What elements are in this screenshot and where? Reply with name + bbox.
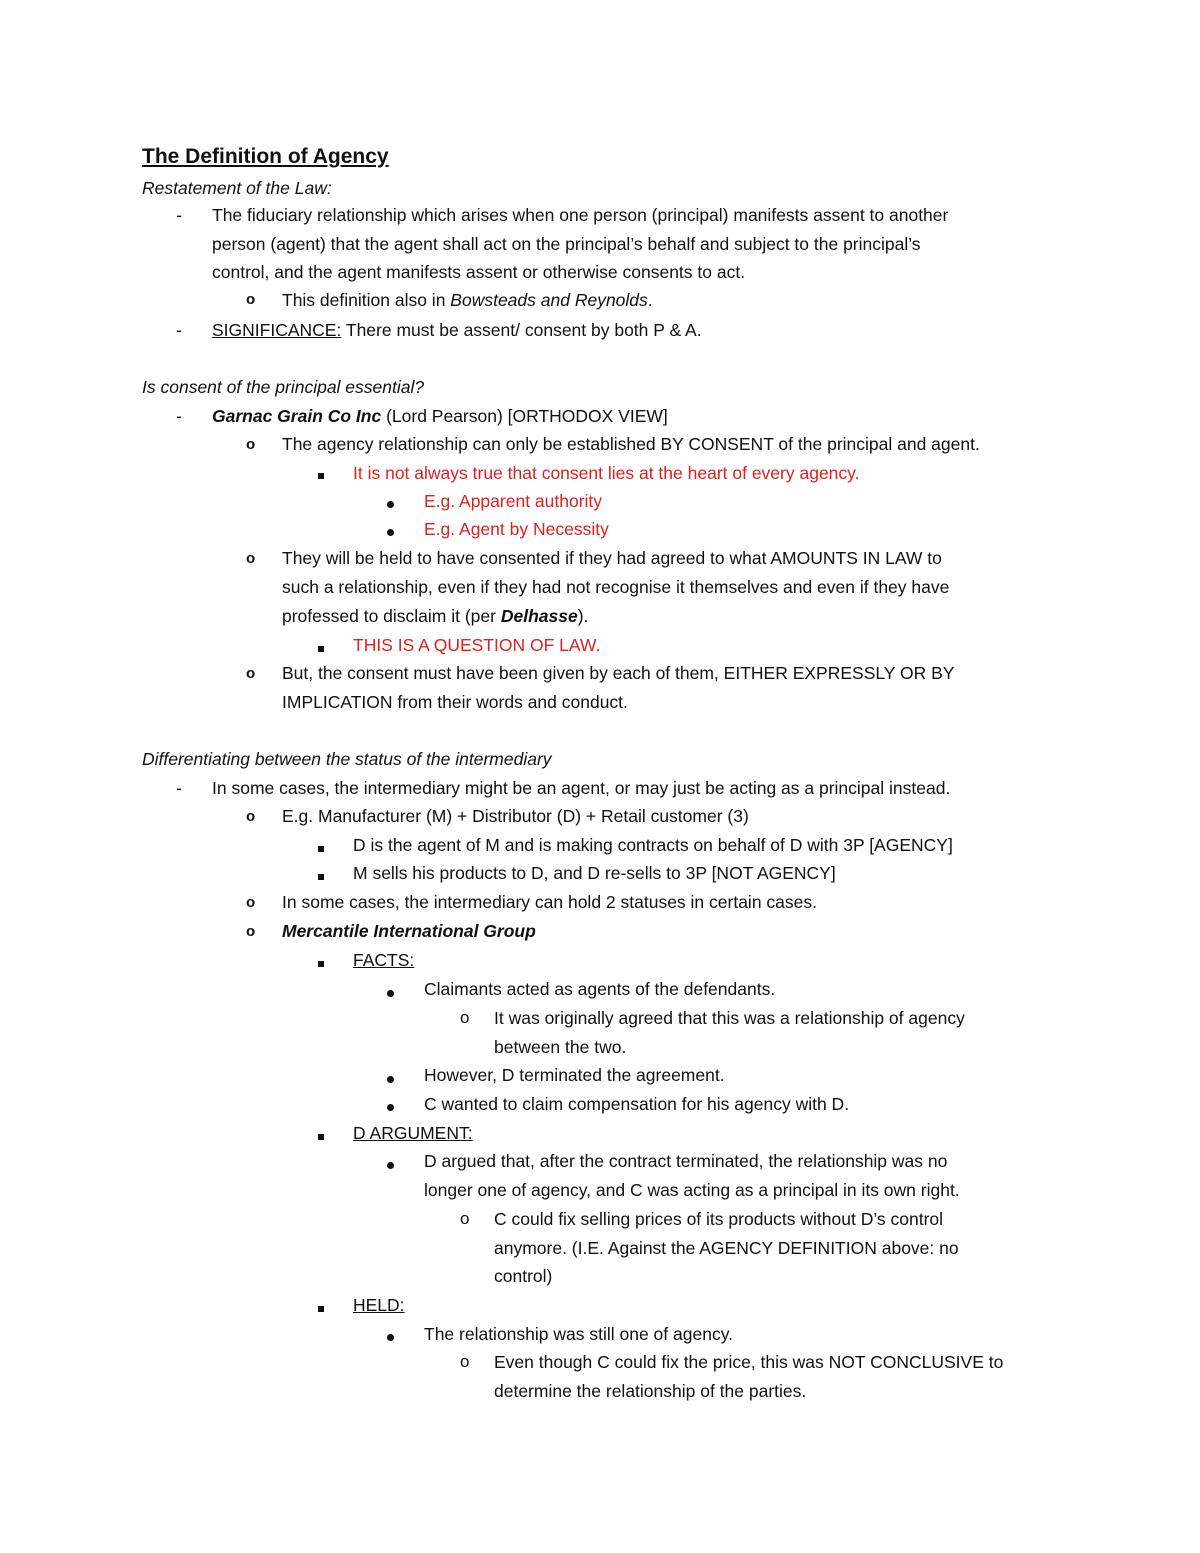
square-bullet — [318, 951, 324, 972]
circle-bullet: o — [246, 923, 256, 940]
fact-1: Claimants acted as agents of the defendants. — [424, 979, 776, 999]
holding-note-line-1: Even though C could fix the price, this was NOT CONCLUSIVE to — [494, 1352, 1004, 1372]
dot-bullet — [387, 1067, 394, 1088]
section-heading-consent: Is consent of the principal essential? — [142, 377, 425, 397]
example-agent-by-necessity: E.g. Agent by Necessity — [424, 519, 609, 539]
square-bullet — [318, 836, 324, 857]
definition-source-title: Bowsteads and Reynolds — [450, 290, 648, 310]
dash-bullet: - — [176, 205, 182, 225]
section-heading-intermediary: Differentiating between the status of the intermediary — [142, 749, 552, 769]
circle-bullet: o — [246, 808, 256, 825]
circle-bullet: o — [460, 1209, 470, 1228]
held-label: HELD: — [353, 1295, 405, 1315]
holding-note-line-2: determine the relationship of the parties. — [494, 1381, 807, 1401]
two-statuses: In some cases, the intermediary can hold 2 statuses in certain cases. — [282, 892, 817, 912]
section-heading-restatement: Restatement of the Law: — [142, 178, 332, 198]
example-agency: D is the agent of M and is making contracts on behalf of D with 3P [AGENCY] — [353, 835, 953, 855]
dash-bullet: - — [176, 406, 182, 426]
significance-label: SIGNIFICANCE: — [212, 320, 342, 340]
example-apparent-authority: E.g. Apparent authority — [424, 491, 603, 511]
argument-line-1: D argued that, after the contract terminated, the relationship was no — [424, 1151, 948, 1171]
document-title: The Definition of Agency — [142, 145, 389, 168]
d-argument-label: D ARGUMENT: — [353, 1123, 473, 1143]
circle-bullet: o — [246, 894, 256, 911]
express-consent-line-2: IMPLICATION from their words and conduct. — [282, 692, 628, 712]
holding: The relationship was still one of agency. — [424, 1324, 734, 1344]
dot-bullet — [387, 492, 394, 513]
dot-bullet — [387, 1325, 394, 1346]
held-consent-line-2: such a relationship, even if they had not recognise it themselves and even if they have — [282, 577, 950, 597]
square-bullet — [318, 1124, 324, 1145]
circle-bullet: o — [246, 550, 256, 567]
dot-bullet — [387, 520, 394, 541]
dot-bullet — [387, 1153, 394, 1174]
held-consent-close: ). — [577, 606, 589, 626]
case-name: Garnac Grain Co Inc — [212, 406, 382, 426]
question-of-law: THIS IS A QUESTION OF LAW. — [353, 635, 601, 655]
example-mdc: E.g. Manufacturer (M) + Distributor (D) + Retail customer (3) — [282, 806, 749, 826]
circle-bullet: o — [460, 1008, 470, 1027]
argument-line-2: longer one of agency, and C was acting as a principal in its own right. — [424, 1180, 960, 1200]
held-consent-line-3 — [282, 606, 588, 627]
argument-note-line-3: control) — [494, 1266, 553, 1286]
significance-text: There must be assent/ consent by both P & A. — [341, 320, 702, 340]
dash-bullet: - — [176, 320, 182, 340]
significance-line — [212, 320, 702, 341]
argument-note-line-2: anymore. (I.E. Against the AGENCY DEFINITION above: no — [494, 1238, 959, 1258]
circle-bullet: o — [246, 291, 256, 308]
held-consent-text: professed to disclaim it (per — [282, 606, 501, 626]
circle-bullet: o — [460, 1352, 470, 1371]
fact-1-note-line-2: between the two. — [494, 1037, 627, 1057]
case-mercantile: Mercantile International Group — [282, 921, 536, 941]
square-bullet — [318, 463, 324, 484]
definition-line-2: person (agent) that the agent shall act on the principal’s behalf and subject to the principal’s — [212, 234, 921, 254]
case-garnac — [212, 406, 668, 427]
case-delhasse: Delhasse — [500, 606, 578, 626]
definition-source-period: . — [647, 290, 653, 310]
dot-bullet — [387, 1095, 394, 1116]
dash-bullet: - — [176, 778, 182, 798]
definition-line-1: The fiduciary relationship which arises when one person (principal) manifests assent to another — [212, 205, 949, 225]
square-bullet — [318, 636, 324, 657]
dot-bullet — [387, 981, 394, 1002]
argument-note-line-1: C could fix selling prices of its products without D’s control — [494, 1209, 944, 1229]
facts-label: FACTS: — [353, 950, 415, 970]
held-consent-line-1: They will be held to have consented if they had agreed to what AMOUNTS IN LAW to — [282, 548, 942, 568]
express-consent-line-1: But, the consent must have been given by each of them, EITHER EXPRESSLY OR BY — [282, 663, 955, 683]
circle-bullet: o — [246, 665, 256, 682]
case-note: (Lord Pearson) [ORTHODOX VIEW] — [381, 406, 668, 426]
consent-exception: It is not always true that consent lies at the heart of every agency. — [353, 463, 860, 483]
definition-source-text: This definition also in — [282, 290, 451, 310]
intermediary-intro: In some cases, the intermediary might be an agent, or may just be acting as a principal instead. — [212, 778, 951, 798]
consent-point: The agency relationship can only be established BY CONSENT of the principal and agent. — [282, 434, 980, 454]
definition-line-3: control, and the agent manifests assent or otherwise consents to act. — [212, 262, 746, 282]
definition-source — [282, 290, 653, 311]
fact-2: However, D terminated the agreement. — [424, 1065, 725, 1085]
fact-3: C wanted to claim compensation for his agency with D. — [424, 1094, 850, 1114]
circle-bullet: o — [246, 436, 256, 453]
square-bullet — [318, 864, 324, 885]
square-bullet — [318, 1296, 324, 1317]
example-not-agency: M sells his products to D, and D re-sells to 3P [NOT AGENCY] — [353, 863, 836, 883]
fact-1-note-line-1: It was originally agreed that this was a relationship of agency — [494, 1008, 965, 1028]
